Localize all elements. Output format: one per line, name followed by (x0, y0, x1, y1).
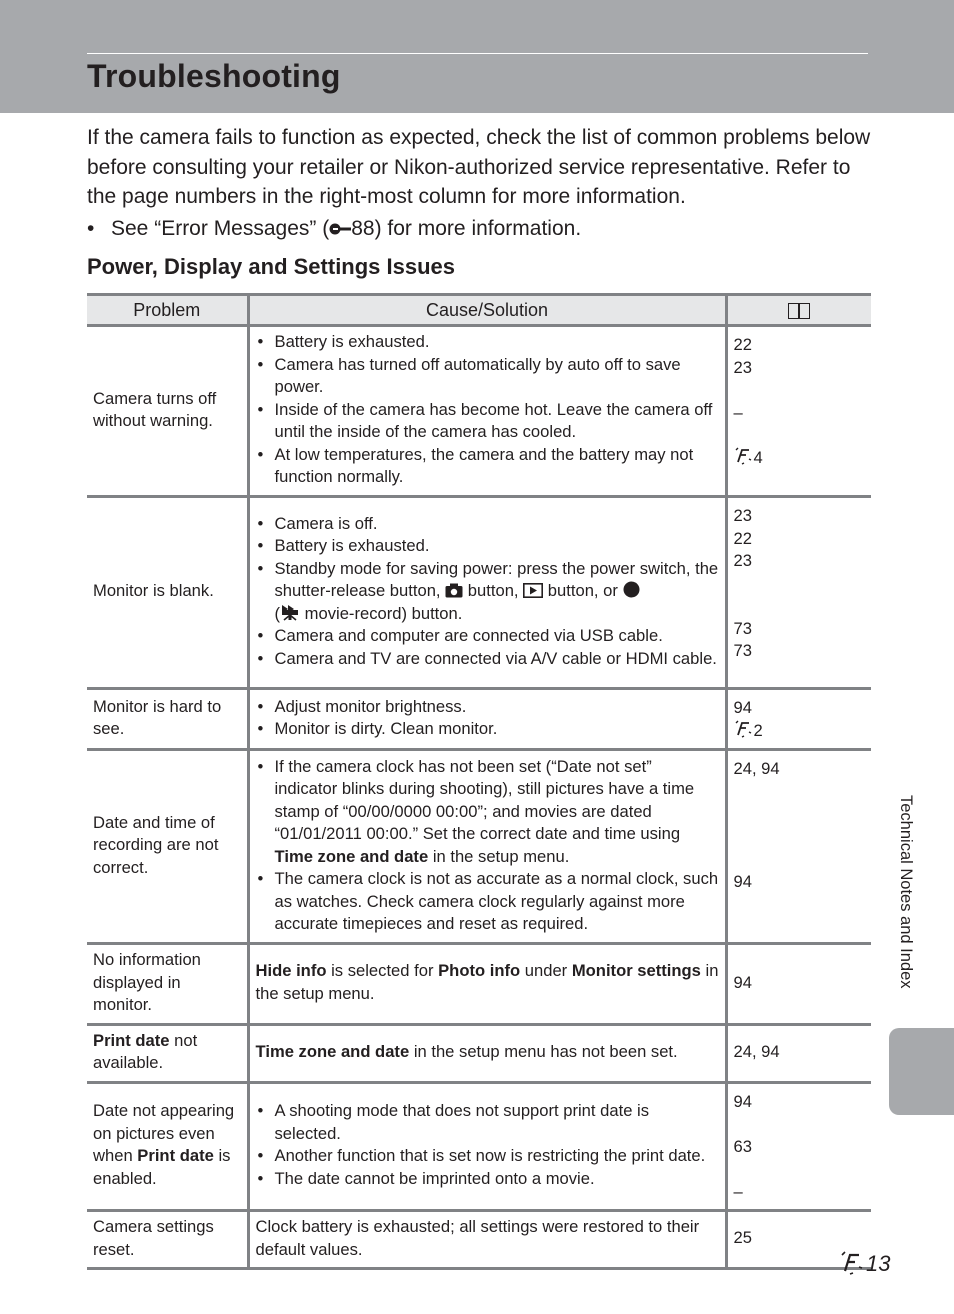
text-fragment: is enabled. (93, 1146, 231, 1188)
page-ref (734, 1113, 866, 1136)
text-fragment: not available. (93, 1030, 198, 1072)
text-fragment: in the setup menu. (432, 846, 570, 866)
play-icon (523, 583, 543, 598)
page-ref: 73 (733, 641, 752, 660)
page-ref (734, 595, 866, 618)
reference-f-icon (734, 447, 754, 465)
list-item: • The date cannot be imprinted onto a movie. (256, 1168, 719, 1191)
page-ref: – (733, 402, 743, 422)
list-item: • Camera has turned off automatically by auto off to save power. (256, 354, 719, 399)
page-ref: 94 (733, 1091, 752, 1111)
e-reference-icon (329, 221, 351, 237)
side-tab[interactable] (889, 1028, 954, 1115)
menu-item-name: Hide info (255, 961, 327, 981)
problem-cell: No information displayed in monitor. (87, 944, 248, 1025)
list-item: • Inside of the camera has become hot. Leave the camera off until the inside of the camera has cooled. (256, 399, 719, 444)
page-ref (734, 803, 866, 826)
list-item: • Camera is off. (256, 513, 719, 536)
text-fragment: movie-record) button. (304, 603, 463, 623)
header-band (0, 0, 954, 113)
cause-cell (248, 497, 726, 689)
page-cell: 25 (726, 1211, 871, 1269)
side-tab-label: Technical Notes and Index (897, 795, 915, 989)
text-fragment: under (524, 961, 568, 981)
page-ref-number: 4 (753, 447, 763, 467)
list-item (256, 756, 719, 869)
problem-cell: Monitor is hard to see. (87, 689, 248, 750)
record-icon (623, 581, 640, 598)
problem-cell: Camera turns off without warning. (87, 326, 248, 497)
header-cause: Cause/Solution (248, 295, 726, 326)
page-ref (734, 848, 866, 871)
table-row (87, 1082, 871, 1211)
page-ref (734, 379, 866, 402)
page-cell (726, 1082, 871, 1211)
note-suffix: ) for more information. (374, 217, 582, 240)
table-row (87, 326, 871, 497)
book-reference-icon (788, 303, 810, 319)
page-ref: 23 (733, 357, 752, 377)
header-reference (726, 295, 871, 326)
text-fragment: button, or (547, 581, 618, 601)
page-cell (726, 750, 871, 944)
page-ref: 23 (733, 506, 752, 525)
text-fragment: is selected for (331, 961, 434, 981)
problem-cell (87, 1024, 248, 1082)
list-item: • At low temperatures, the camera and the battery may not function normally. (256, 444, 719, 489)
text-fragment: in the setup menu has not been set. (413, 1041, 678, 1061)
page-ref-with-icon (734, 447, 866, 470)
page-ref (734, 1158, 866, 1181)
table-row (87, 497, 871, 689)
cause-cell (248, 1024, 726, 1082)
page-ref: 23 (733, 551, 752, 570)
menu-item-name: Time zone and date (255, 1041, 410, 1061)
text-fragment: button, (467, 581, 519, 601)
page-cell: 94 (726, 944, 871, 1025)
list-item: • Battery is exhausted. (256, 535, 719, 558)
page-ref (734, 573, 866, 596)
note-prefix: See “Error Messages” ( (111, 217, 330, 240)
page-ref: 63 (733, 1136, 752, 1156)
list-item: • Battery is exhausted. (256, 331, 719, 354)
cause-cell (248, 326, 726, 497)
page-cell (726, 689, 871, 750)
page-ref: – (733, 1181, 743, 1201)
camera-icon (445, 583, 463, 598)
page-ref (734, 424, 866, 447)
page-ref: 22 (733, 528, 752, 548)
section-title: Power, Display and Settings Issues (87, 254, 456, 279)
page-ref-with-icon (734, 720, 866, 743)
menu-item-name: Monitor settings (571, 961, 701, 981)
page-cell (726, 497, 871, 689)
text-fragment: Standby mode for saving power: press the power switch, the shutter-release button, (274, 558, 719, 601)
header-rule (87, 53, 868, 54)
page-ref: 22 (733, 335, 752, 354)
header-problem: Problem (87, 295, 248, 326)
list-item: • Adjust monitor brightness. (256, 696, 719, 719)
list-item: • A shooting mode that does not support print date is selected. (256, 1100, 719, 1145)
page-cell (726, 326, 871, 497)
list-item: • Monitor is dirty. Clean monitor. (256, 718, 719, 741)
cause-cell (248, 750, 726, 944)
page-cell: 24, 94 (726, 1024, 871, 1082)
bullet: • (87, 217, 95, 240)
page-number (840, 1251, 890, 1277)
page-title: Troubleshooting (87, 58, 341, 94)
list-item (256, 558, 719, 626)
menu-item-name: Print date (137, 1146, 214, 1166)
page-ref (734, 826, 866, 849)
cause-cell: Clock battery is exhausted; all settings were restored to their default values. (248, 1211, 726, 1269)
list-item: • Camera and computer are connected via USB cable. (256, 625, 719, 648)
menu-item-name: Photo info (438, 961, 521, 981)
list-item: • The camera clock is not as accurate as a normal clock, such as watches. Check camera clock regularly against more accurate timepieces and reset as required. (256, 868, 719, 936)
cause-cell (248, 1082, 726, 1211)
page-ref (734, 781, 866, 804)
intro-paragraph: If the camera fails to function as expected, check the list of common problems below before consulting your retailer or Nikon-authorized service representative. Refer to the page numbers in the right-most column for more information. (87, 126, 871, 208)
reference-f-icon (734, 720, 754, 738)
table-row (87, 1211, 871, 1269)
page-ref: 24, 94 (733, 759, 780, 778)
problem-cell: Monitor is blank. (87, 497, 248, 689)
note-ref: 88 (351, 217, 375, 240)
table-header-row (87, 295, 871, 326)
text-fragment: ( (274, 603, 281, 623)
table-row (87, 1024, 871, 1082)
menu-item-name: Time zone and date (274, 846, 429, 866)
error-messages-note (87, 214, 877, 243)
list-item: • Camera and TV are connected via A/V cable or HDMI cable. (256, 648, 719, 671)
problem-cell: Date and time of recording are not correct. (87, 750, 248, 944)
reference-f-icon (840, 1251, 866, 1275)
cause-cell (248, 689, 726, 750)
page-ref: 94 (733, 698, 752, 717)
table-row (87, 944, 871, 1025)
menu-item-name: Print date (93, 1030, 170, 1050)
problem-cell (87, 1082, 248, 1211)
page-ref: 94 (733, 871, 752, 891)
page-ref-number: 2 (753, 720, 763, 740)
text-fragment: If the camera clock has not been set (“Date not set” indicator blinks during shooting), still pictures have a time stamp of “00/00/0000 00:00”; and movies are dated “01/01/2011 00:00.” Set the correct date and time using (274, 756, 695, 843)
text-fragment: in the setup menu. (255, 961, 719, 1003)
text-fragment: Date not appearing on pictures even when (93, 1101, 235, 1166)
movie-icon (280, 604, 300, 621)
page-ref: 73 (733, 618, 752, 638)
page-number-text: 13 (866, 1251, 891, 1276)
cause-cell (248, 944, 726, 1025)
table-row (87, 750, 871, 944)
troubleshooting-table (87, 293, 871, 1270)
problem-cell: Camera settings reset. (87, 1211, 248, 1269)
list-item: • Another function that is set now is restricting the print date. (256, 1145, 719, 1168)
table-row (87, 689, 871, 750)
